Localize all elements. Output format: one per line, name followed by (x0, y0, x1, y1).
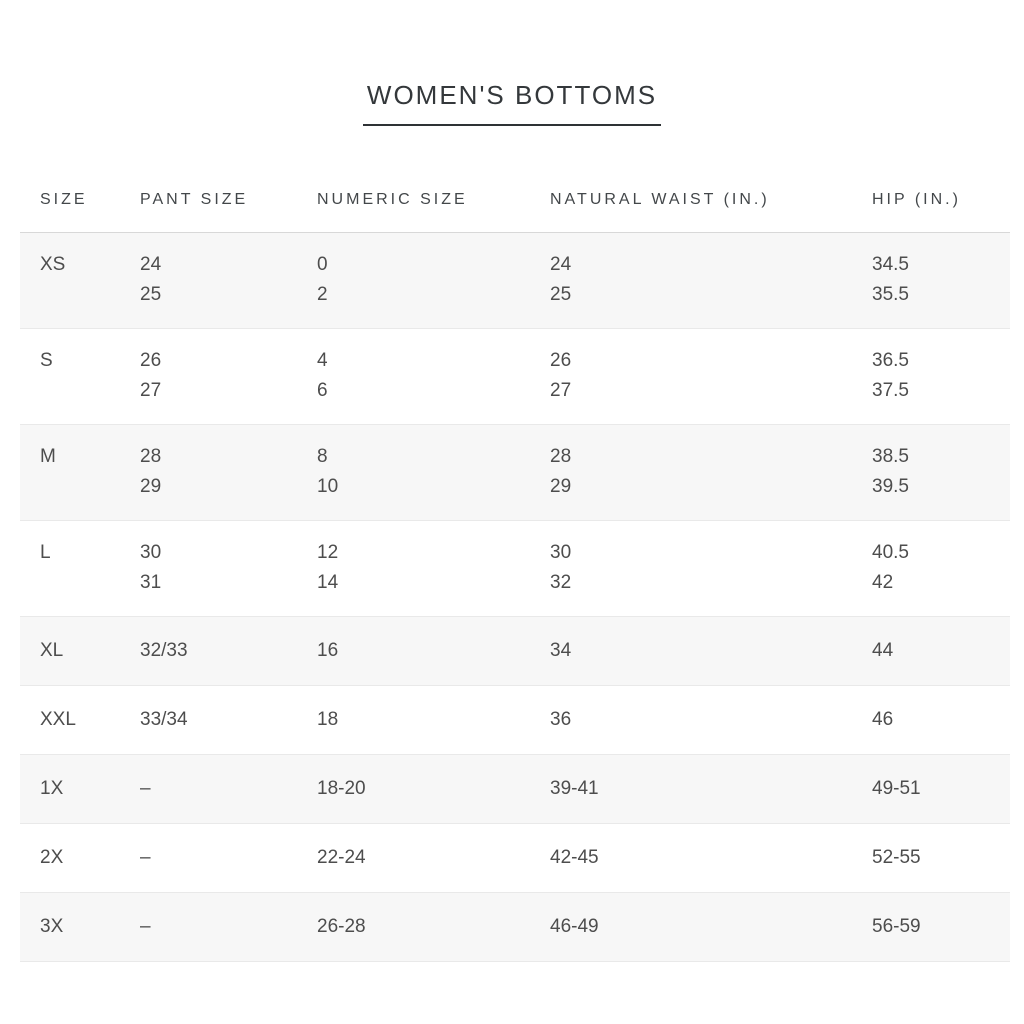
hip-cell: 46 (872, 709, 894, 730)
pant-size-cell: – (140, 916, 151, 937)
hip-cell: 49-51 (872, 778, 921, 799)
hip-cell: 34.5 35.5 (872, 254, 909, 305)
pant-size-cell: 33/34 (140, 709, 188, 730)
hip-cell: 44 (872, 640, 894, 661)
col-header-hip: HIP (IN.) (872, 191, 961, 208)
numeric-size-cell: 4 6 (317, 350, 328, 401)
size-cell: S (40, 350, 53, 371)
natural-waist-cell: 34 (550, 640, 572, 661)
size-cell: L (40, 542, 51, 563)
size-cell: 2X (40, 847, 64, 868)
pant-size-cell: 28 29 (140, 446, 162, 497)
natural-waist-cell: 39-41 (550, 778, 599, 799)
pant-size-cell: 26 27 (140, 350, 162, 401)
pant-size-cell: – (140, 847, 151, 868)
hip-cell: 40.5 42 (872, 542, 909, 593)
table-row-2x (20, 824, 1010, 893)
numeric-size-cell: 22-24 (317, 847, 366, 868)
numeric-size-cell: 0 2 (317, 254, 328, 305)
numeric-size-cell: 12 14 (317, 542, 339, 593)
size-cell: M (40, 446, 56, 467)
size-cell: XL (40, 640, 64, 661)
table-row-xl (20, 617, 1010, 686)
hip-cell: 36.5 37.5 (872, 350, 909, 401)
size-cell: XXL (40, 709, 76, 730)
numeric-size-cell: 16 (317, 640, 339, 661)
table-row-xs (20, 233, 1010, 329)
pant-size-cell: 24 25 (140, 254, 162, 305)
col-header-pant-size: PANT SIZE (140, 191, 249, 208)
table-row-m (20, 425, 1010, 521)
numeric-size-cell: 26-28 (317, 916, 366, 937)
pant-size-cell: 30 31 (140, 542, 162, 593)
natural-waist-cell: 30 32 (550, 542, 572, 593)
table-header-row (20, 166, 1010, 233)
table-row-xxl (20, 686, 1010, 755)
numeric-size-cell: 18-20 (317, 778, 366, 799)
pant-size-cell: – (140, 778, 151, 799)
hip-cell: 56-59 (872, 916, 921, 937)
size-cell: 3X (40, 916, 64, 937)
hip-cell: 52-55 (872, 847, 921, 868)
col-header-numeric-size: NUMERIC SIZE (317, 191, 468, 208)
size-cell: XS (40, 254, 66, 275)
natural-waist-cell: 24 25 (550, 254, 572, 305)
table-row-l (20, 521, 1010, 617)
numeric-size-cell: 8 10 (317, 446, 339, 497)
natural-waist-cell: 42-45 (550, 847, 599, 868)
size-cell: 1X (40, 778, 64, 799)
page-title: WOMEN'S BOTTOMS (363, 80, 661, 126)
table-row-s (20, 329, 1010, 425)
table-row-1x (20, 755, 1010, 824)
natural-waist-cell: 36 (550, 709, 572, 730)
natural-waist-cell: 28 29 (550, 446, 572, 497)
natural-waist-cell: 26 27 (550, 350, 572, 401)
numeric-size-cell: 18 (317, 709, 339, 730)
table-row-3x (20, 893, 1010, 962)
pant-size-cell: 32/33 (140, 640, 188, 661)
natural-waist-cell: 46-49 (550, 916, 599, 937)
title-section (0, 0, 1024, 126)
col-header-size: SIZE (40, 191, 88, 208)
col-header-natural-waist: NATURAL WAIST (IN.) (550, 191, 770, 208)
size-chart-table (20, 166, 1010, 962)
hip-cell: 38.5 39.5 (872, 446, 909, 497)
